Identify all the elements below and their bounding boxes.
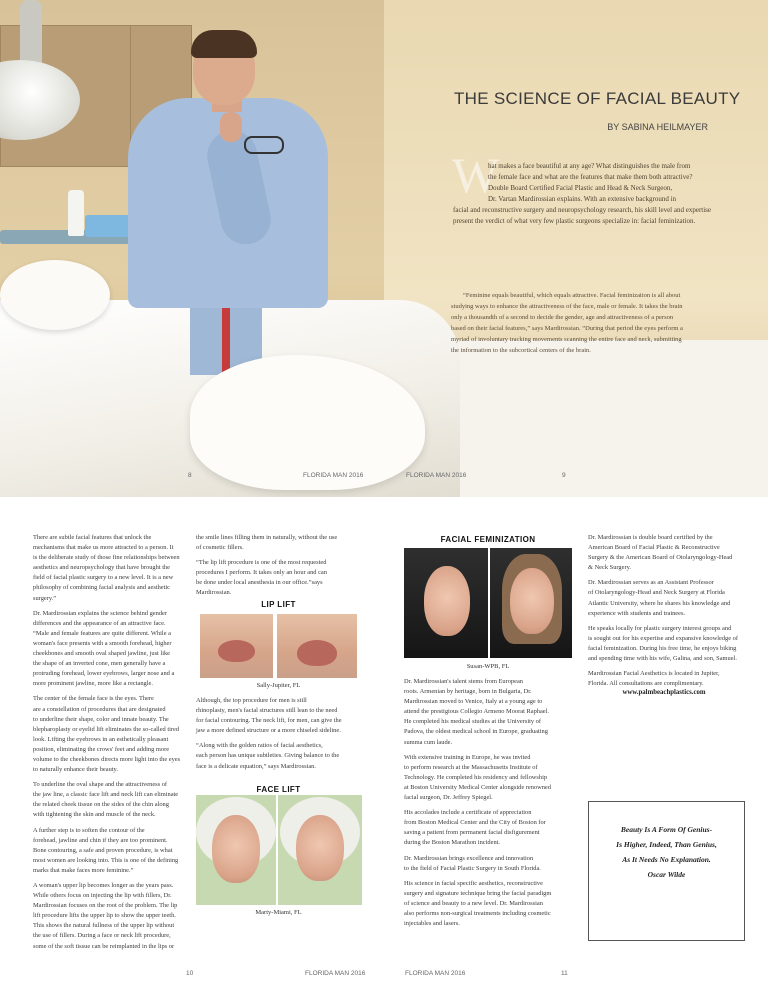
text-line: mechanisms that make us more attracted to a person. It — [33, 544, 174, 552]
text-line: cheekbones and smooth oval shaped jawline, just like — [33, 650, 171, 658]
text-line: experience with students and trainees. — [588, 609, 686, 617]
text-line: His science in facial specific aesthetics, reconstructive — [404, 879, 543, 887]
text-line: facial feminization. During his free time, he enjoys biking — [588, 644, 737, 652]
folio-magazine-name: FLORIDA MAN 2016 — [303, 472, 364, 479]
text-line: is the deliberate study of those fine relationships between — [33, 554, 180, 562]
text-line: Mardirossian moved to Venice, Italy at a young age to — [404, 698, 543, 706]
text-line: & Neck Surgery. — [588, 564, 631, 572]
quote-line: Is Higher, Indeed, Than Genius, — [616, 840, 717, 849]
text-line: is sought out for his expertise and expansive knowledge of — [588, 634, 738, 642]
text-line: most women are looking into. This is one of the defining — [33, 856, 179, 864]
text-line: Dr. Mardirossian explains the science behind gender — [33, 609, 167, 617]
text-line: He speaks locally for plastic surgery interest groups and — [588, 624, 732, 632]
text-line: field of facial plastic surgery to a new level. It is a new — [33, 574, 174, 582]
text-line: to underline their shape, color and innate beauty. The — [33, 715, 169, 723]
bottle — [68, 190, 84, 236]
text-line: the smile lines filling them in naturally, without the use — [196, 534, 338, 541]
drop-cap: W — [452, 147, 500, 203]
text-line: surgery and signature technique bring the facial paradigm — [404, 889, 552, 897]
text-line: during the Boston Marathon incident. — [404, 839, 501, 847]
column-2-mid — [196, 696, 342, 772]
text-line: While others focus on injecting the lip with fillers, Dr. — [33, 892, 172, 900]
text-line: “Along with the golden ratios of facial aesthetics, — [196, 742, 323, 750]
text-line: aesthetics and neuropsychology that have brought the — [33, 564, 171, 572]
text-line: Mardirossian focuses on the root of the problem. The lip — [33, 902, 178, 910]
quote-line: Beauty Is A Form Of Genius- — [620, 825, 713, 834]
text-line: A woman's upper lip becomes longer as the years pass. — [33, 882, 174, 889]
text-line: be done under local anesthesia in our office.”says — [196, 579, 323, 587]
text-line: philosophy of combining facial analysis and aesthetic — [33, 584, 171, 592]
quote-author: Oscar Wilde — [647, 870, 686, 879]
folio-page-number: 10 — [186, 970, 194, 977]
face-lift-before-photo — [196, 795, 276, 905]
text-line: the related cheek tissue on the sides of the chin along — [33, 801, 169, 809]
text-line: The center of the female face is the eyes. There — [33, 695, 154, 703]
text-line: the use of fillers. During a face or neck lift procedure, — [33, 932, 171, 940]
text-line: differences and the appearance of an attractive face. — [33, 619, 166, 627]
lip-lift-after-photo — [277, 614, 357, 678]
doctor-hand — [220, 112, 242, 142]
text-line: To underline the oval shape and the attractiveness of — [33, 781, 168, 789]
text-line: look. Lifting the eyebrows in an esthetically pleasant — [33, 735, 169, 743]
text-line: Florida. All consultations are complimentary. — [588, 680, 704, 688]
column-1 — [33, 533, 180, 952]
text-line: rhinoplasty, men's facial structures still lean to the need — [196, 707, 338, 715]
face-lift-after-photo — [278, 795, 362, 905]
text-line: There are subtle facial features that unlock the — [33, 534, 152, 541]
quote-box — [588, 801, 745, 941]
column-2-top — [196, 533, 337, 599]
text-line: injectables and lasers. — [404, 920, 460, 928]
text-line: Dr. Mardirossian is double board certified by the — [588, 534, 713, 541]
text-line: forehead, jawline and chin if they are too prominent. — [33, 836, 168, 844]
text-line: to naturally enhance their beauty. — [33, 766, 118, 774]
text-line: marks that make faces more feminine.” — [33, 866, 134, 874]
text-line: With extensive training in Europe, he was invited — [404, 753, 531, 761]
text-line: Dr. Mardirossian's talent stems from European — [404, 678, 523, 685]
column-3 — [404, 677, 551, 929]
facial-feminization-heading: FACIAL FEMINIZATION — [440, 535, 536, 544]
folio-magazine-name: FLORIDA MAN 2016 — [305, 970, 366, 977]
doctor-hair — [191, 30, 257, 58]
tray — [85, 215, 133, 237]
text-line: Technology. He completed his residency and fellowship — [404, 773, 548, 781]
quote-line: As It Needs No Explanation. — [622, 855, 711, 864]
text-line: volume to the cheekbones directs more light into the eyes — [33, 755, 181, 763]
text-line: the shape of an inverted cone, men generally have a — [33, 660, 166, 668]
lip-lift-caption: Sally-Jupiter, FL — [256, 682, 301, 689]
text-line: Padova, the oldest medical school in Europe, graduating — [404, 728, 548, 736]
text-line: American Board of Facial Plastic & Reconstructive — [588, 544, 720, 552]
text-line: of science and beauty to a new level. Dr. Mardirossian — [404, 899, 543, 907]
website-link[interactable]: www.palmbeachplastics.com — [622, 689, 706, 696]
text-line: roots. Armenian by heritage, born in Bulgaria, Dr. — [404, 688, 532, 696]
text-line: summa cum laude. — [404, 738, 453, 746]
text-line: Dr. Mardirossian serves as an Assistant Professor — [588, 579, 714, 587]
text-line: with tightening the skin and muscle of the neck. — [33, 811, 156, 819]
text-line: the jaw line, a classic face lift and neck lift can eliminate — [33, 791, 179, 799]
text-line: “Male and female features are quite different. While a — [33, 629, 171, 637]
text-line: position, eliminating the crows' feet and adding more — [33, 745, 170, 753]
text-line: more prominent jawline, more like a rectangle. — [33, 680, 153, 688]
text-line: Atlantic University, where he shares his knowledge and — [588, 599, 731, 607]
article-title: THE SCIENCE OF FACIAL BEAUTY — [454, 89, 741, 108]
folio-magazine-name: FLORIDA MAN 2016 — [405, 970, 466, 977]
feminization-after-photo — [490, 548, 572, 658]
face-lift-caption: Marty-Miami, FL — [255, 909, 302, 916]
feminization-before-photo — [404, 548, 488, 658]
pull-quote: “Feminine equals beautiful, which equals attractive. Facial feminization is all about studying ways to enhance the attractiveness of the face, male or female. It takes the brain only a thousandth of a second to decide the gender, age and attractiveness of a person based on their facial features,” says Mardirossian. “During that period the eyes perform a myriad of involuntary tracking movements scanning the entire face and neck, submitting the information to the subcortical centers of the brain. — [451, 292, 683, 354]
text-line: He completed his medical studies at the University of — [404, 718, 542, 726]
folio-page-number: 11 — [561, 970, 568, 977]
lip-lift-before-photo — [200, 614, 273, 678]
text-line: This shows the natural fullness of the upper lip without — [33, 922, 175, 930]
column-4 — [588, 533, 738, 689]
text-line: and spending time with his wife, Galina, and son, Samuel. — [588, 655, 737, 663]
text-line: “The lip lift procedure is one of the most requested — [196, 559, 327, 567]
intro-paragraph-cont: facial and reconstructive surgery and neuropsychology research, his skill level and expertise present the verdict of what very few plastic surgeons specialize in: facial feminization. — [453, 206, 712, 225]
doctor-drawstring — [222, 300, 230, 372]
text-line: are a constellation of procedures that are designated — [33, 705, 166, 713]
text-line: His accolades include a certificate of appreciation — [404, 809, 532, 817]
text-line: Dr. Mardirossian brings excellence and innovation — [404, 854, 534, 862]
text-line: for facial contouring. The neck lift, for men, can give the — [196, 717, 342, 725]
text-line: blepharoplasty or eyelid lift eliminates the so-called tired — [33, 725, 180, 733]
text-line: A further step is to soften the contour of the — [33, 826, 145, 834]
text-line: jaw a more defined structure or a more chiseled sideline. — [196, 727, 341, 735]
lip-lift-heading: LIP LIFT — [261, 600, 296, 609]
glasses-icon — [244, 136, 284, 154]
text-line: to the field of Facial Plastic Surgery in South Florida. — [404, 864, 541, 872]
face-lift-heading: FACE LIFT — [256, 785, 301, 794]
text-line: lift procedure lifts the upper lip to show the upper teeth. — [33, 912, 176, 920]
text-line: each person has unique subtleties. Giving balance to the — [196, 752, 340, 760]
text-line: attend the prestigious Collegio Armeno Moorat Raphael. — [404, 708, 550, 716]
folio-magazine-name: FLORIDA MAN 2016 — [406, 472, 467, 479]
text-line: procedures I perform. It takes only an hour and can — [196, 569, 327, 577]
text-line: Mardirossian Facial Aesthetics is located in Jupiter, — [588, 670, 720, 678]
feminization-caption: Susan-WPB, FL — [466, 663, 510, 670]
text-line: facial surgeon, Dr. Jeffrey Spiegel. — [404, 794, 493, 802]
text-line: protruding forehead, lower eyebrows, larger nose and a — [33, 670, 175, 678]
text-line: of cosmetic fillers. — [196, 544, 244, 552]
pillow-left — [0, 260, 110, 330]
text-line: to perform research at the Massachusetts Institute of — [404, 763, 538, 771]
text-line: Mardirossian. — [196, 589, 232, 597]
folio-page-number: 9 — [562, 472, 566, 479]
text-line: also performs non-surgical treatments including cosmetic — [404, 909, 551, 917]
text-line: at Boston University Medical Center alongside renowned — [404, 783, 551, 791]
byline: BY SABINA HEILMAYER — [607, 122, 708, 132]
text-line: of Otolaryngology-Head and Neck Surgery at Florida — [588, 589, 725, 597]
text-line: saving a patient from permanent facial disfigurement — [404, 829, 540, 837]
intro-paragraph: hat makes a face beautiful at any age? What distinguishes the male from the female face and what are the features that make them both attractive? Double Board Certified Facial Plastic and Head & Neck Surgeon, Dr. Vartan Mardirossian explains. With an extensive background in — [488, 162, 693, 203]
text-line: surgery.” — [33, 594, 57, 602]
text-line: Surgery & the American Board of Otolaryngology-Head — [588, 554, 733, 562]
text-line: from Boston Medical Center and the City of Boston for — [404, 819, 546, 827]
text-line: Bone contouring, a safe and proven procedure, is what — [33, 846, 173, 854]
folio-page-number: 8 — [188, 472, 192, 479]
text-line: some of the soft tissue can be reimplanted in the lips or — [33, 942, 175, 950]
text-line: face is a delicate equation,” says Mardirossian. — [196, 762, 316, 770]
text-line: woman's face presents with a smooth forehead, higher — [33, 639, 172, 647]
text-line: Although, the top procedure for men is still — [196, 697, 307, 704]
